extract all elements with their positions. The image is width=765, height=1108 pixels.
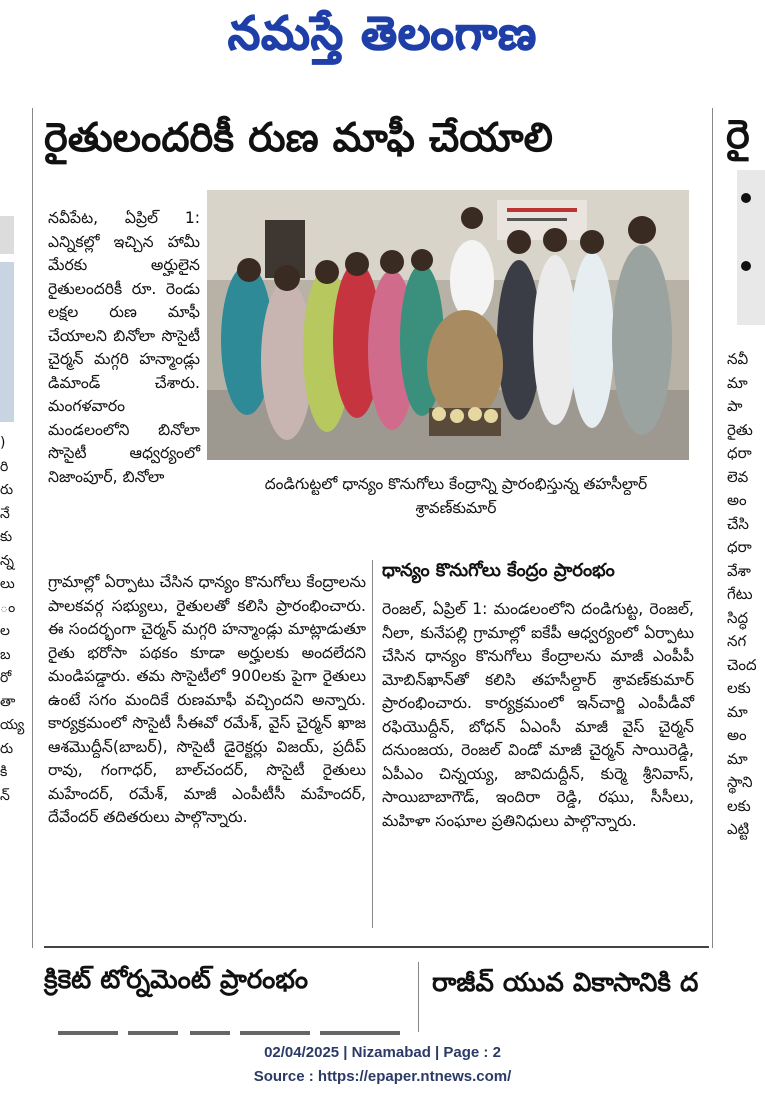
photo-illustration	[207, 190, 689, 460]
left-edge-photo	[0, 262, 14, 422]
column-rule-bottom	[418, 962, 419, 1032]
bottom-right-headline: రాజీవ్ యువ వికాసానికి ద	[432, 968, 699, 998]
column-rule-right	[712, 108, 713, 948]
left-edge-text: ) రి రు నే కు న్న లు ం ల బ రో తా య్య రు కి న్	[0, 435, 25, 804]
bottom-left-headline: క్రికెట్ టోర్నమెంట్ ప్రారంభం	[44, 965, 309, 995]
second-article-subhead: ధాన్యం కొనుగోలు కేంద్రం ప్రారంభం	[382, 560, 615, 581]
article-dateline-text: నవీపేట, ఏప్రిల్ 1: ఎన్నికల్లో ఇచ్చిన హామీ మేరకు అర్హులైన రైతులందరికీ రూ. రెండు లక్షల రుణ మాఫీ చేయాలని బినోలా సొసైటీ చైర్మన్ మగ్గరి హన్మాండ్లు డిమాండ్ చేశారు. మంగళవారం మండలంలోని బినోలా సొసైటీ ఆధ్వర్యంలో నిజాంపూర్, బినోలా	[48, 209, 200, 486]
newspaper-title: నమస్తే తెలంగాణ	[227, 6, 538, 60]
right-bullet-1	[741, 193, 751, 203]
second-article-body: రెంజల్, ఏప్రిల్ 1: మండలంలోని దండిగుట్ట, రెంజల్, నీలా, కునేపల్లి గ్రామాల్లో ఐకేపీ ఆధ్వర్యంలో ఏర్పాటు చేసిన ధాన్యం కొనుగోలు కేంద్రాలను మాజీ ఎంపీపీ మోబిన్‌ఖాన్‌తో కలిసి తహసీల్దార్ శ్రావణ్‌కుమార్ ప్రారంభించారు. కార్యక్రమంలో ఇన్‌చార్జి ఎంపీడీవో రఫియొద్దీన్, బోధన్ ఏఎంసీ మాజీ వైస్ చైర్మన్ దనుంజయ, రెంజల్ విండో మాజీ చైర్మన్ సాయిరెడ్డి, ఏపీఎం చిన్నయ్య, జావిదుద్దీన్, కుర్మె శ్రీనివాస్, సాయిబాబాగౌడ్, ఇందిరా రెడ్డి, రఘు, సీసీలు, మహిళా సంఘాల ప్రతినిధులు పాల్గొన్నారు.	[382, 600, 694, 830]
column-rule-middle	[372, 560, 373, 928]
footer-date-edition: 02/04/2025 | Nizamabad | Page : 2	[264, 1044, 501, 1061]
article-body-text: గ్రామాల్లో ఏర్పాటు చేసిన ధాన్యం కొనుగోలు కేంద్రాలను పాలకవర్గ సభ్యులు, రైతులతో కలిసి ప్రారంభించారు. ఈ సందర్భంగా చైర్మన్ మగ్గరి హన్మాండ్లు మాట్లాడుతూ రైతు భరోసా పథకం కూడా అర్హులకు అందలేదని మండిపడ్డారు. తమ సొసైటీలో 900లకు పైగా రైతులు ఉంటే సగం మందికే రుణమాఫీ వచ్చిందని అన్నారు. కార్యక్రమంలో సొసైటీ సీఈవో రమేశ్, వైస్ చైర్మన్ ఖాజ ఆశమొద్దీన్(బాబర్), సొసైటీ డైరెక్టర్లు విజయ్, ప్రదీప్ రావు, గంగాధర్, బాల్‌చందర్, సొసైటీ రైతులు మహేందర్, రమేశ్, మాజీ ఎంపీటీసీ మహేందర్, దేవేందర్ తదితరులు పాల్గొన్నారు.	[48, 573, 366, 826]
cut-off-text-strokes	[58, 1029, 418, 1037]
right-bullet-2	[741, 261, 751, 271]
article-headline: రైతులందరికీ రుణ మాఫీ చేయాలి	[44, 115, 553, 161]
footer-source: Source : https://epaper.ntnews.com/	[253, 1068, 512, 1085]
photo-caption: దండిగుట్టలో ధాన్యం కొనుగోలు కేంద్రాన్ని ప్రారంభిస్తున్న తహసీల్దార్ శ్రావణ్‌కుమార్	[264, 475, 648, 517]
article-photo	[207, 190, 689, 460]
right-edge-box	[737, 170, 765, 325]
masthead	[0, 0, 765, 78]
right-edge-text: నవీ మా పా రైతు ధరా లెవ అం చేసి ధరా వేశా గేటు సిద్ధ నగ చెంద లకు మా అం మా స్థాని లకు ఎట్టి	[727, 350, 757, 838]
section-divider	[44, 946, 709, 948]
cut-off-text-line	[58, 1022, 418, 1030]
column-rule-left	[32, 108, 33, 948]
right-edge-headline: రై	[726, 112, 750, 158]
left-edge-box	[0, 216, 14, 254]
